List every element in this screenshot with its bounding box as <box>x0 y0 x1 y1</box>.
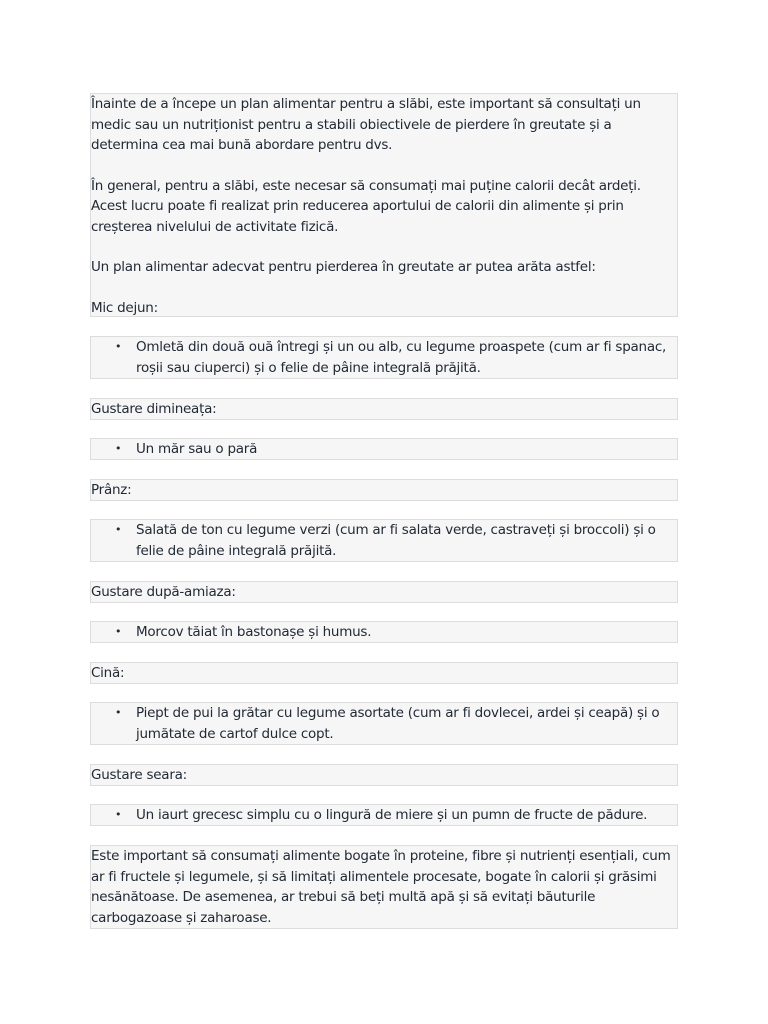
meal-label-morning-snack: Gustare dimineața: <box>90 398 678 420</box>
list-item: • Omletă din două ouă întregi și un ou alb, cu legume proaspete (cum ar fi spanac, roșii sau ciuperci) și o felie de pâine integrală prăjită. <box>115 339 667 376</box>
list-item: • Morcov tăiat în bastonașe și humus. <box>136 622 677 643</box>
intro-paragraph-1: Înainte de a începe un plan alimentar pentru a slăbi, este important să consultați un medic sau un nutriționist pentru a stabili obiectivele de pierdere în greutate și a determina cea mai bună abordare pentru dvs. <box>91 96 641 153</box>
intro-section <box>90 93 678 317</box>
intro-paragraph-3: Un plan alimentar adecvat pentru pierderea în greutate ar putea arăta astfel: <box>91 259 596 275</box>
meal-label-evening-snack: Gustare seara: <box>90 764 678 786</box>
meal-label-breakfast: Mic dejun: <box>91 299 158 316</box>
list-item: • Salată de ton cu legume verzi (cum ar fi salata verde, castraveți și broccoli) și o felie de pâine integrală prăjită. <box>115 522 656 559</box>
list-item: • Un iaurt grecesc simplu cu o lingură de miere și un pumn de fructe de pădure. <box>136 805 677 826</box>
meal-list-lunch <box>90 519 678 562</box>
list-item: • Piept de pui la grătar cu legume asortate (cum ar fi dovlecei, ardei și ceapă) și o jumătate de cartof dulce copt. <box>115 705 660 742</box>
meal-list-morning-snack <box>90 438 678 460</box>
meal-list-breakfast <box>90 336 678 379</box>
meal-list-afternoon-snack <box>90 621 678 643</box>
bullet-icon: • <box>115 625 122 638</box>
bullet-icon: • <box>115 523 122 536</box>
meal-label-lunch: Prânz: <box>90 479 678 501</box>
meal-label-dinner: Cină: <box>90 662 678 684</box>
closing-paragraph: Este important să consumați alimente bogate în proteine, fibre și nutrienți esențiali, cum ar fi fructele și legumele, și să limitați alimentele procesate, bogate în calorii și grăsimi nesănătoase. De asemenea, ar trebui să beți multă apă și să evitați băuturile carbogazoase și zaharoase. <box>90 845 678 929</box>
intro-paragraph-2: În general, pentru a slăbi, este necesar să consumați mai puține calorii decât ardeți. Acest lucru poate fi realizat prin reducerea aportului de calorii din alimente și prin creșterea nivelului de activitate fizică. <box>91 177 641 235</box>
meal-label-afternoon-snack: Gustare după-amiaza: <box>90 581 678 603</box>
bullet-icon: • <box>115 706 122 719</box>
bullet-icon: • <box>115 442 122 455</box>
meal-list-evening-snack <box>90 804 678 826</box>
bullet-icon: • <box>115 340 122 353</box>
bullet-icon: • <box>115 808 122 821</box>
list-item: • Un măr sau o pară <box>136 439 677 460</box>
meal-list-dinner <box>90 702 678 745</box>
